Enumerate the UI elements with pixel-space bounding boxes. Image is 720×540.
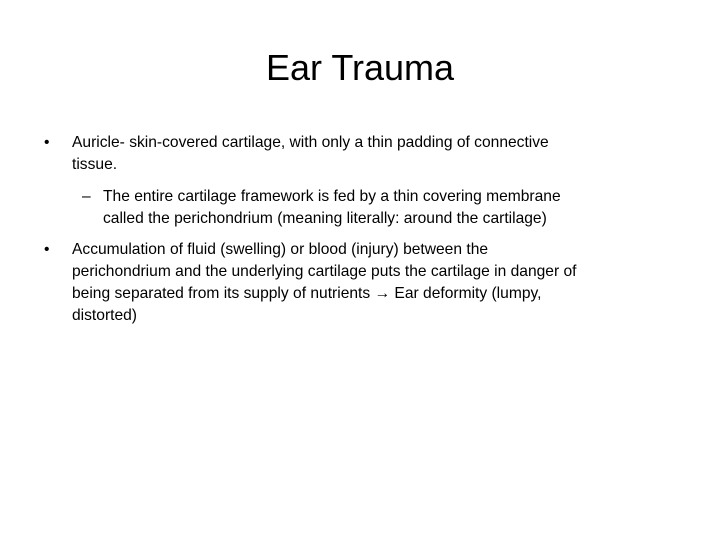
bullet-2-line-3: being separated from its supply of nutrients → Ear deformity (lumpy, — [72, 285, 542, 302]
slide-title: Ear Trauma — [265, 47, 455, 88]
bullet-marker: • — [44, 241, 50, 258]
dash-marker: – — [82, 188, 91, 205]
sub-bullet-line-2: called the perichondrium (meaning literally: around the cartilage) — [103, 210, 547, 227]
bullet-1-line-1: Auricle- skin-covered cartilage, with only a thin padding of connective — [72, 134, 549, 151]
bullet-2-line-1: Accumulation of fluid (swelling) or blood (injury) between the — [72, 241, 489, 258]
bullet-marker: • — [44, 134, 50, 151]
bullet-2-line-2: perichondrium and the underlying cartilage puts the cartilage in danger of — [72, 263, 577, 280]
sub-bullet-line-1: The entire cartilage framework is fed by a thin covering membrane — [103, 188, 561, 205]
bullet-2-line-4: distorted) — [72, 307, 138, 324]
bullet-1-line-2: tissue. — [72, 156, 118, 173]
